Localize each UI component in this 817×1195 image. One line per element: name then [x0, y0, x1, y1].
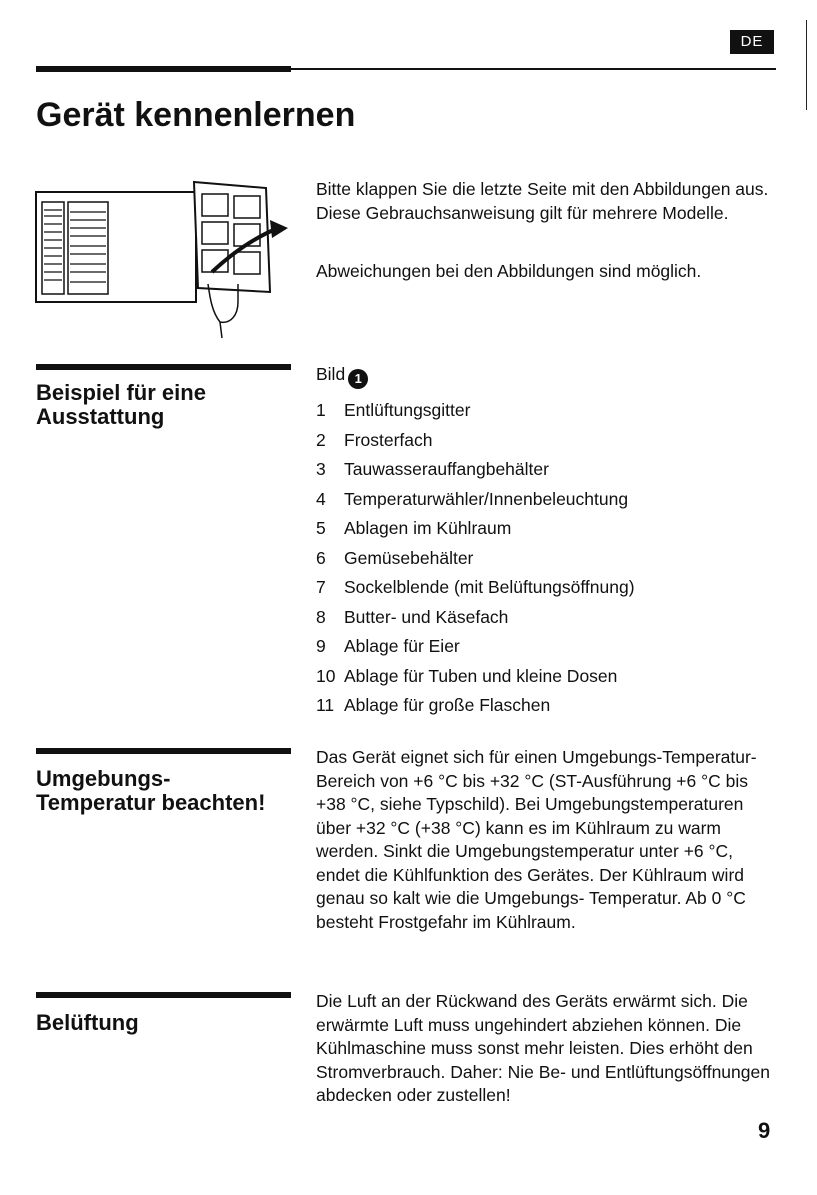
list-item — [316, 514, 635, 544]
list-item-number: 4 — [316, 488, 326, 509]
section-heading-line: Temperatur beachten! — [36, 790, 266, 815]
section-rule-example — [36, 364, 291, 370]
list-item — [316, 426, 635, 456]
section-heading-line: Beispiel für eine — [36, 380, 206, 405]
section-heading-ventilation: Belüftung — [36, 1010, 139, 1035]
list-item — [316, 573, 635, 603]
list-item — [316, 662, 635, 692]
list-item-number: 5 — [316, 518, 326, 538]
figure-number-badge: 1 — [348, 369, 368, 389]
list-item-text: Ablage für Tuben und kleine Dosen — [344, 665, 618, 686]
list-item — [316, 396, 635, 426]
fold-out-page-illustration — [34, 172, 294, 342]
list-item-number: 9 — [316, 636, 326, 656]
list-item — [316, 455, 635, 485]
list-item-text: Ablage für Eier — [344, 636, 460, 656]
list-item-text: Entlüftungsgitter — [344, 400, 471, 420]
list-item — [316, 485, 635, 515]
list-item-number: 11 — [316, 695, 335, 715]
list-item-text: Sockelblende (mit Belüftungsöffnung) — [344, 577, 635, 597]
list-item-text: Tauwasserauffangbehälter — [344, 459, 549, 479]
section-heading-example — [36, 381, 206, 429]
list-item-text: Ablage für große Flaschen — [344, 695, 551, 715]
figure-reference — [316, 362, 368, 389]
page-title: Gerät kennenlernen — [36, 96, 356, 134]
list-item-number: 6 — [316, 547, 326, 568]
list-item-number: 10 — [316, 665, 336, 686]
header-rule-accent — [36, 66, 291, 72]
ventilation-paragraph: Die Luft an der Rückwand des Geräts erwärmt sich. Die erwärmte Luft muss ungehindert abziehen können. Die Kühlmaschine muss sonst mehr leisten. Dies erhöht den Stromverbrauch. Daher: Nie Be- und Entlüftungsöffnungen abdecken oder zustellen! — [316, 991, 770, 1105]
list-item-text: Butter- und Käsefach — [344, 606, 509, 627]
intro-paragraph-1: Bitte klappen Sie die letzte Seite mit den Abbildungen aus. Diese Gebrauchsanweisung gilt für mehrere Modelle. — [316, 179, 769, 223]
figure-label: Bild — [316, 364, 346, 384]
list-item — [316, 603, 635, 633]
temperature-paragraph: Das Gerät eignet sich für einen Umgebungs-Temperatur-Bereich von +6 °C bis +32 °C (ST-Ausführung +6 °C bis +38 °C, siehe Typschild). Bei Umgebungstemperaturen über +32 °C (+38 °C) kann es im Kühlraum zu warm werden. Sinkt die Umgebungstemperatur unter +6 °C, endet die Kühlfunktion des Gerätes. Der Kühlraum wird genau so kalt wie die Umgebungs- Temperatur. Ab 0 °C besteht Frostgefahr im Kühlraum. — [316, 747, 757, 932]
section-rule-temperature — [36, 748, 291, 754]
list-item-text: Temperaturwähler/Innenbeleuchtung — [344, 488, 629, 509]
list-item-number: 2 — [316, 429, 326, 450]
list-item-number: 7 — [316, 577, 326, 597]
section-rule-ventilation — [36, 992, 291, 998]
language-badge: DE — [730, 30, 774, 54]
section-heading-temperature — [36, 767, 265, 815]
list-item — [316, 544, 635, 574]
page-number: 9 — [758, 1118, 771, 1143]
intro-paragraph-2: Abweichungen bei den Abbildungen sind möglich. — [316, 261, 702, 281]
list-item-number: 1 — [316, 400, 326, 420]
list-item-text: Ablagen im Kühlraum — [344, 518, 512, 538]
list-item — [316, 691, 635, 721]
list-item — [316, 632, 635, 662]
right-edge-line — [806, 20, 807, 110]
section-heading-line: Umgebungs- — [36, 766, 171, 791]
parts-list — [316, 396, 635, 721]
list-item-text: Gemüsebehälter — [344, 547, 474, 568]
section-heading-line: Ausstattung — [36, 404, 165, 429]
list-item-number: 8 — [316, 606, 326, 627]
list-item-number: 3 — [316, 459, 326, 479]
list-item-text: Frosterfach — [344, 429, 433, 450]
